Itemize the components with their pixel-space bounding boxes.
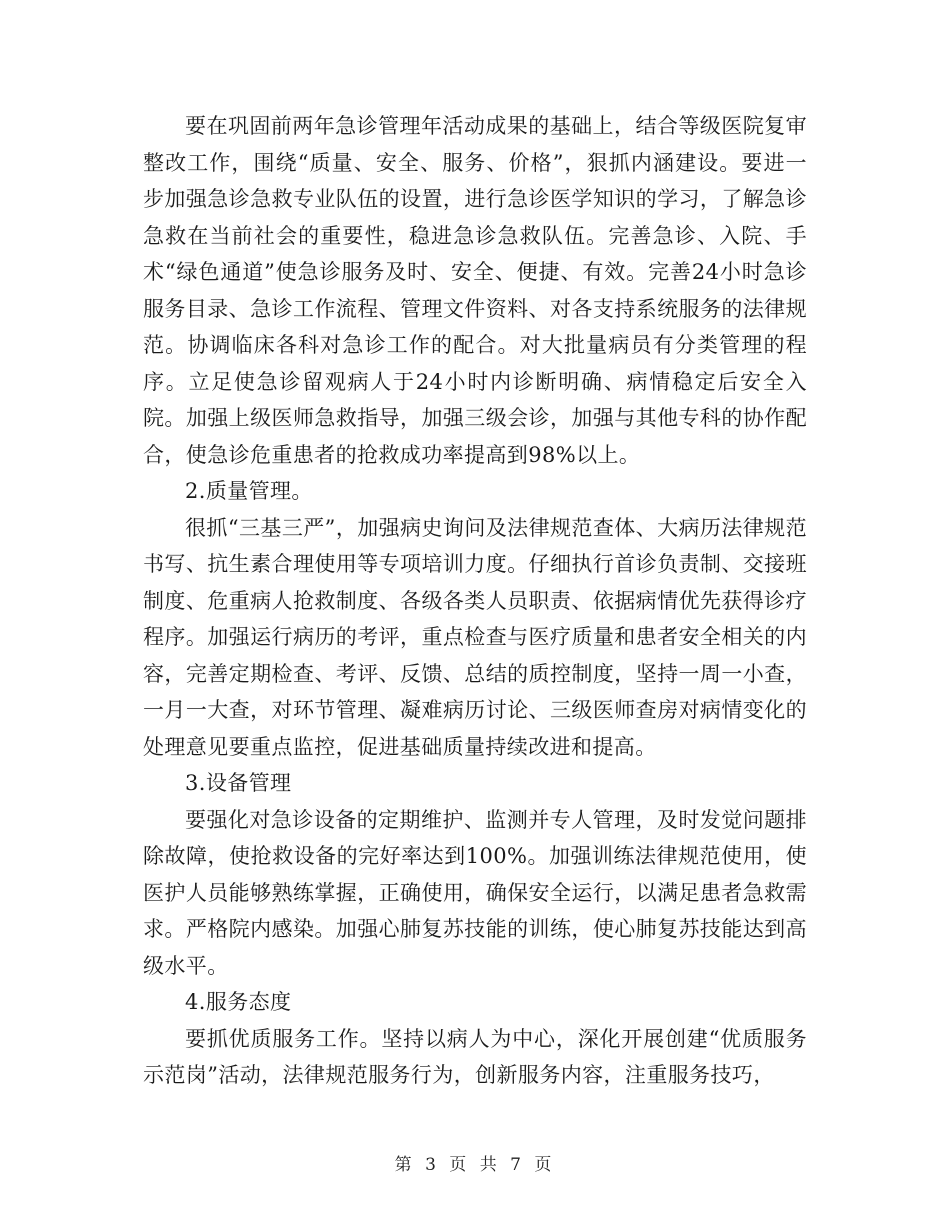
paragraph-equipment-management: 要强化对急诊设备的定期维护、监测并专人管理，及时发觉问题排除故障，使抢救设备的完好率达到100%。加强训练法律规范使用，使医护人员能够熟练掌握，正确使用，确保安全运行，以满足患者急救需求。严格院内感染。加强心肺复苏技能的训练，使心肺复苏技能达到高级水平。 [143, 807, 807, 978]
document-body [143, 108, 807, 1094]
paragraph-service-attitude: 要抓优质服务工作。坚持以病人为中心，深化开展创建“优质服务示范岗”活动，法律规范服务行为，创新服务内容，注重服务技巧， [143, 1026, 807, 1087]
paragraph-emergency-management: 要在巩固前两年急诊管理年活动成果的基础上，结合等级医院复审整改工作，围绕“质量、安全、服务、价格”，狠抓内涵建设。要进一步加强急诊急救专业队伍的设置，进行急诊医学知识的学习，了解急诊急救在当前社会的重要性，稳进急诊急救队伍。完善急诊、入院、手术“绿色通道”使急诊服务及时、安全、便捷、有效。完善24小时急诊服务目录、急诊工作流程、管理文件资料、对各支持系统服务的法律规范。协调临床各科对急诊工作的配合。对大批量病员有分类管理的程序。立足使急诊留观病人于24小时内诊断明确、病情稳定后安全入院。加强上级医师急救指导，加强三级会诊，加强与其他专科的协作配合，使急诊危重患者的抢救成功率提高到98%以上。 [143, 114, 807, 467]
section-heading-quality: 2.质量管理。 [185, 479, 313, 503]
page-number-footer: 第 3 页 共 7 页 [394, 1155, 556, 1175]
section-heading-service: 4.服务态度 [185, 990, 292, 1014]
section-heading-equipment: 3.设备管理 [185, 771, 292, 795]
paragraph-quality-management: 很抓“三基三严”，加强病史询问及法律规范查体、大病历法律规范书写、抗生素合理使用等专项培训力度。仔细执行首诊负责制、交接班制度、危重病人抢救制度、各级各类人员职责、依据病情优先获得诊疗程序。加强运行病历的考评，重点检查与医疗质量和患者安全相关的内容，完善定期检查、考评、反馈、总结的质控制度，坚持一周一小查，一月一大查，对环节管理、凝难病历讨论、三级医师查房对病情变化的处理意见要重点监控，促进基础质量持续改进和提高。 [143, 515, 807, 759]
